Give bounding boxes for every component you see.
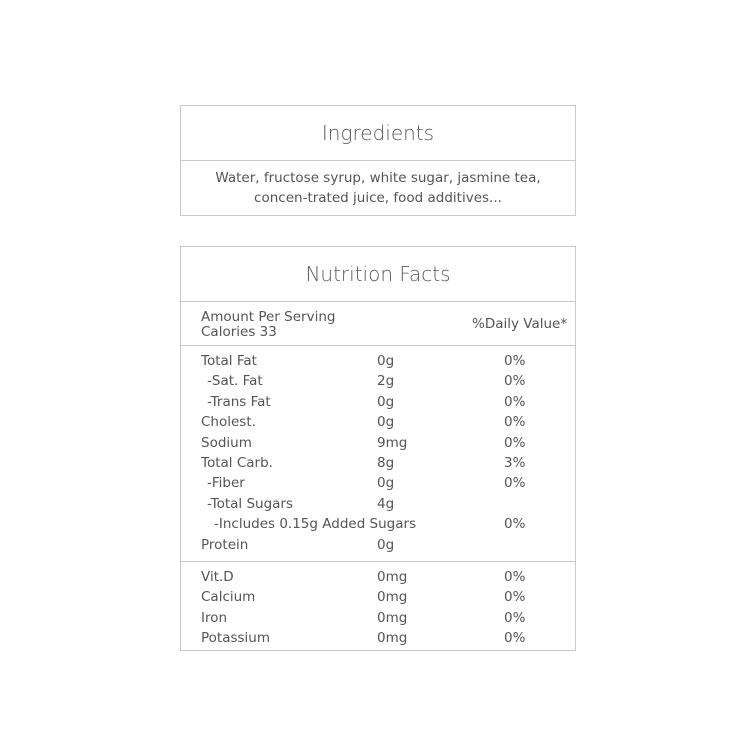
nutrient-row-trans-fat — [181, 392, 575, 412]
nutrient-row-fiber — [181, 473, 575, 493]
nutrient-name: Sodium — [201, 434, 252, 451]
nutrient-row-cholesterol — [181, 412, 575, 432]
serving-label: Amount Per Serving — [201, 309, 336, 325]
ingredients-panel — [180, 105, 576, 216]
nutrient-row-protein — [181, 535, 575, 555]
nutrient-name: Total Fat — [201, 353, 257, 369]
nutrient-row-sodium — [181, 433, 575, 453]
nutrient-amount: 0g — [377, 536, 395, 553]
nutrient-daily-value: 0% — [504, 475, 526, 492]
nutrient-name: Protein — [201, 536, 249, 553]
nutrient-amount: 0g — [377, 475, 395, 492]
vitamin-daily-value: 0% — [504, 568, 526, 585]
nutrient-name: Total Carb. — [201, 454, 273, 471]
nutrient-name: Cholest. — [201, 414, 256, 431]
vitamin-amount: 0mg — [377, 568, 408, 585]
nutrient-amount: 4g — [377, 495, 395, 512]
vitamin-daily-value: 0% — [504, 630, 526, 647]
nutrient-row-total-fat — [181, 351, 575, 371]
vitamin-amount: 0mg — [377, 609, 408, 626]
vitamin-name: Calcium — [201, 589, 256, 606]
vitamin-daily-value: 0% — [504, 589, 526, 606]
vitamin-row-potassium — [181, 628, 575, 648]
nutrient-amount: 0g — [377, 393, 395, 410]
vitamin-amount: 0mg — [377, 630, 408, 647]
serving-header — [181, 302, 575, 346]
nutrient-amount: 0g — [377, 353, 395, 369]
nutrient-amount: 9mg — [377, 434, 408, 451]
vitamin-name: Iron — [201, 609, 228, 626]
nutrient-amount: 0g — [377, 414, 395, 431]
nutrient-row-total-carb — [181, 453, 575, 473]
nutrient-name: -Fiber — [207, 475, 245, 492]
ingredients-title: Ingredients — [181, 106, 575, 161]
nutrient-daily-value: 0% — [504, 373, 526, 390]
vitamin-row-iron — [181, 608, 575, 628]
vitamin-row-vit-d — [181, 567, 575, 587]
vitamin-daily-value: 0% — [504, 609, 526, 626]
nutrient-amount: 8g — [377, 454, 395, 471]
vitamin-mineral-list — [181, 561, 575, 649]
vitamin-name: Vit.D — [201, 568, 234, 585]
nutrient-row-sat-fat — [181, 371, 575, 391]
nutrition-facts-title: Nutrition Facts — [181, 247, 575, 302]
nutrient-daily-value: 0% — [504, 516, 526, 533]
nutrient-daily-value: 0% — [504, 414, 526, 431]
nutrient-amount: 2g — [377, 373, 395, 390]
daily-value-header: %Daily Value* — [472, 316, 568, 332]
vitamin-row-calcium — [181, 587, 575, 607]
nutrient-daily-value: 0% — [504, 434, 526, 451]
nutrient-row-total-sugars — [181, 494, 575, 514]
ingredients-text: Water, fructose syrup, white sugar, jasmine tea, concen-trated juice, food additives... — [215, 170, 541, 206]
nutrient-name: -Includes 0.15g Added Sugars — [214, 516, 417, 533]
nutrient-name: -Total Sugars — [207, 495, 294, 512]
nutrient-daily-value: 3% — [504, 454, 526, 471]
nutrient-daily-value: 0% — [504, 353, 526, 369]
nutrition-facts-panel — [180, 246, 576, 651]
nutrient-name: -Sat. Fat — [207, 373, 263, 390]
nutrient-name: -Trans Fat — [207, 393, 271, 410]
vitamin-name: Potassium — [201, 630, 271, 647]
vitamin-amount: 0mg — [377, 589, 408, 606]
calories-value: Calories 33 — [201, 324, 277, 340]
nutrient-daily-value: 0% — [504, 393, 526, 410]
nutrient-row-added-sugars — [181, 514, 575, 534]
nutrient-list — [181, 346, 575, 555]
